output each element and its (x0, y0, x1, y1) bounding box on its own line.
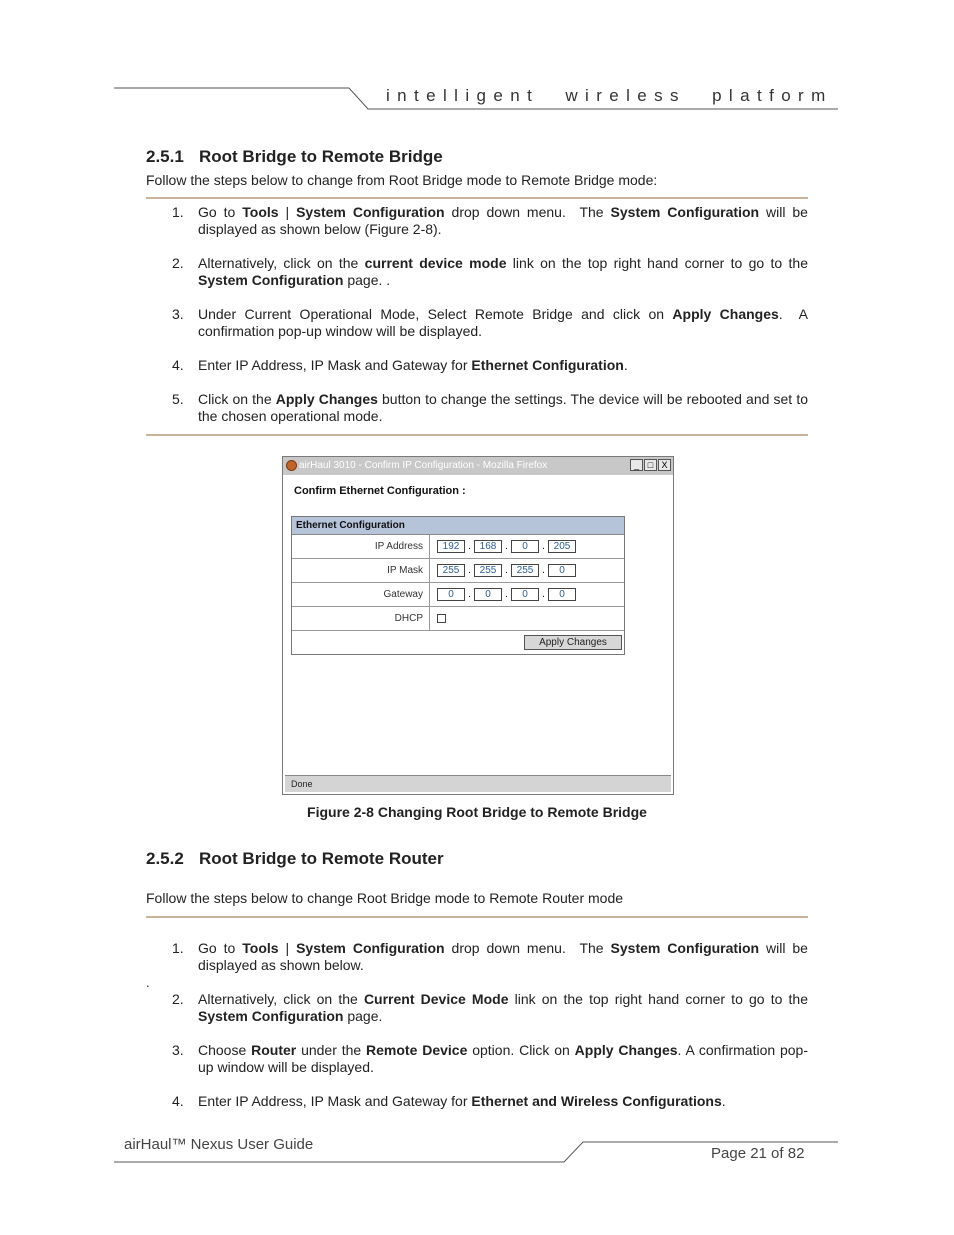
close-icon: X (658, 459, 671, 471)
divider (146, 916, 808, 918)
section-intro: Follow the steps below to change from Root Bridge mode to Remote Bridge mode: (146, 172, 658, 188)
figure-caption: Figure 2-8 Changing Root Bridge to Remote Bridge (307, 804, 647, 820)
ip-address-row: IP Address 192 . 168 . 0 . 205 (292, 535, 624, 559)
mask-octet-1: 255 (437, 564, 465, 577)
ethernet-config-table (291, 516, 625, 655)
step-text: Go to Tools | System Configuration drop down menu. The System Configuration will be displayed as shown below. (198, 940, 808, 973)
step-text: Go to Tools | System Configuration drop down menu. The System Configuration will be displayed as shown below (Figure 2-8). (198, 204, 808, 237)
status-bar: Done (285, 775, 671, 792)
mask-octet-2: 255 (474, 564, 502, 577)
ip-mask-label: IP Mask (292, 559, 430, 582)
divider (146, 197, 808, 199)
list-item (146, 391, 808, 425)
steps-list-2 (146, 940, 808, 1127)
gateway-octet-3: 0 (511, 588, 539, 601)
step-number: 3. (172, 306, 184, 322)
section-title: Root Bridge to Remote Router (199, 849, 444, 868)
step-number: 4. (172, 1093, 184, 1109)
ip-octet-2: 168 (474, 540, 502, 553)
ip-octet-1: 192 (437, 540, 465, 553)
list-item (146, 940, 808, 974)
window-title: airHaul 3010 - Confirm IP Configuration - Mozilla Firefox (299, 460, 548, 471)
ip-octet-3: 0 (511, 540, 539, 553)
step-number: 1. (172, 204, 184, 220)
gateway-row: Gateway 0 . 0 . 0 . 0 (292, 583, 624, 607)
dhcp-checkbox (437, 614, 446, 623)
step-number: 3. (172, 1042, 184, 1058)
step-text: Enter IP Address, IP Mask and Gateway for Ethernet and Wireless Configurations. (198, 1093, 726, 1109)
section-intro: Follow the steps below to change Root Bridge mode to Remote Router mode (146, 890, 624, 906)
mask-octet-4: 0 (548, 564, 576, 577)
step-number: 2. (172, 255, 184, 271)
minimize-icon: _ (630, 459, 643, 471)
list-item (146, 255, 808, 289)
footer-guide-title: airHaul™ Nexus User Guide (124, 1136, 314, 1153)
stray-mark: . (146, 975, 150, 990)
step-text: Choose Router under the Remote Device option. Click on Apply Changes. A confirmation pop-up window will be displayed. (198, 1042, 809, 1075)
divider (146, 434, 808, 436)
gateway-label: Gateway (292, 583, 430, 606)
step-text: Alternatively, click on the Current Device Mode link on the top right hand corner to go to the System Configuration page. (198, 991, 808, 1024)
steps-list-1 (146, 204, 808, 442)
table-header: Ethernet Configuration (292, 517, 624, 535)
dhcp-label: DHCP (292, 607, 430, 630)
dhcp-row (292, 607, 624, 631)
list-item (146, 204, 808, 238)
ip-address-label: IP Address (292, 535, 430, 558)
maximize-icon: □ (644, 459, 657, 471)
section-title: Root Bridge to Remote Bridge (199, 147, 443, 166)
section-number: 2.5.1 (146, 147, 184, 166)
confirm-heading: Confirm Ethernet Configuration : (294, 485, 466, 497)
list-item (146, 991, 808, 1025)
section-number: 2.5.2 (146, 849, 184, 868)
gateway-octet-2: 0 (474, 588, 502, 601)
gateway-octet-4: 0 (548, 588, 576, 601)
window-titlebar (283, 457, 673, 475)
section-heading-2-5-1 (146, 147, 443, 167)
step-number: 5. (172, 391, 184, 407)
ip-octet-4: 205 (548, 540, 576, 553)
header-tagline: intelligent wireless platform (386, 86, 833, 105)
step-number: 1. (172, 940, 184, 956)
list-item (146, 306, 808, 340)
gateway-octet-1: 0 (437, 588, 465, 601)
mask-octet-3: 255 (511, 564, 539, 577)
step-text: Under Current Operational Mode, Select Remote Bridge and click on Apply Changes. A confirmation pop-up window will be displayed. (198, 306, 808, 339)
list-item (146, 1042, 808, 1076)
list-item (146, 1093, 808, 1110)
step-text: Enter IP Address, IP Mask and Gateway for Ethernet Configuration. (198, 357, 628, 373)
step-number: 2. (172, 991, 184, 1007)
browser-window-screenshot (282, 456, 674, 795)
apply-changes-button: Apply Changes (524, 635, 622, 650)
section-heading-2-5-2 (146, 849, 444, 869)
step-number: 4. (172, 357, 184, 373)
footer-page-number: Page 21 of 82 (711, 1145, 805, 1162)
firefox-icon (286, 460, 297, 471)
list-item (146, 357, 808, 374)
step-text: Alternatively, click on the current device mode link on the top right hand corner to go to the System Configuration page. . (198, 255, 809, 288)
step-text: Click on the Apply Changes button to change the settings. The device will be rebooted and set to the chosen operational mode. (198, 391, 808, 424)
ip-mask-row: IP Mask 255 . 255 . 255 . 0 (292, 559, 624, 583)
